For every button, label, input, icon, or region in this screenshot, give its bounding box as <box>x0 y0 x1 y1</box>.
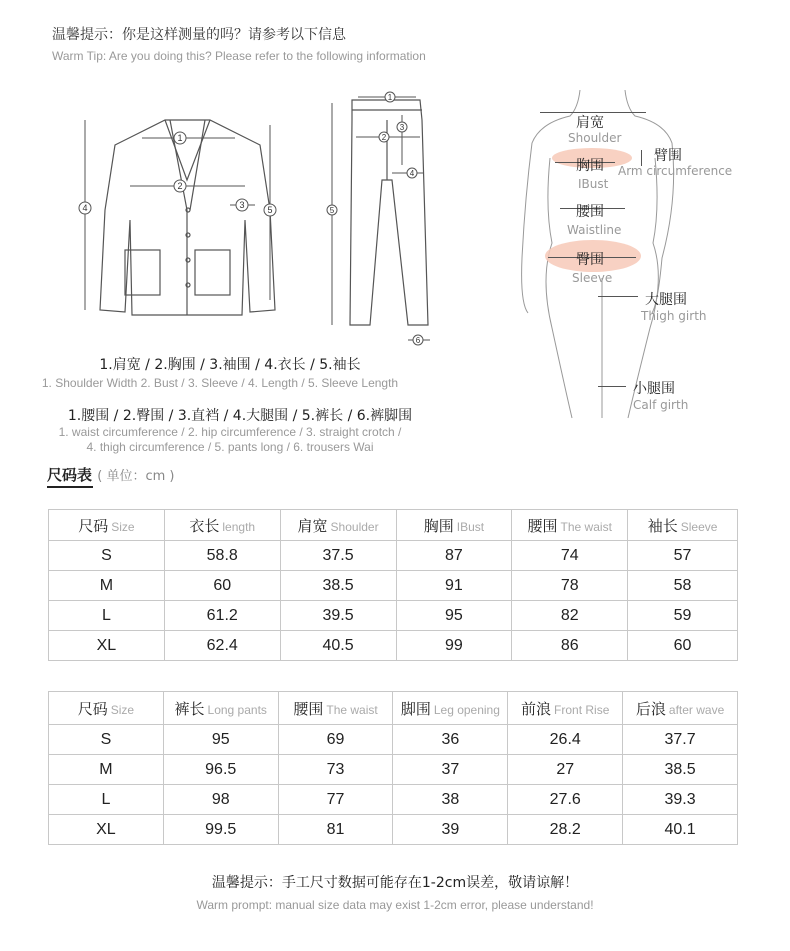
table-cell: 82 <box>512 601 628 631</box>
size-table-heading <box>47 464 174 485</box>
header-waist: 腰围 The waist <box>278 692 393 725</box>
footer-en: Warm prompt: manual size data may exist 1-2cm error, please understand! <box>196 898 594 912</box>
pants-num-1: 1 <box>387 93 393 102</box>
thigh-line <box>598 296 638 297</box>
table-cell: 98 <box>163 785 278 815</box>
tip-cn: 温馨提示：你是这样测量的吗？请参考以下信息 <box>52 27 346 43</box>
table-cell: 95 <box>396 601 512 631</box>
header-leg-opening: 脚围 Leg opening <box>393 692 508 725</box>
diagram-num-2: 2 <box>177 181 183 191</box>
table-cell: L <box>49 601 165 631</box>
table-cell: 74 <box>512 541 628 571</box>
footer-cn: 温馨提示：手工尺寸数据可能存在1-2cm误差，敬请谅解！ <box>211 875 579 891</box>
table-row <box>49 631 738 661</box>
table-cell: 40.1 <box>623 815 738 845</box>
table-cell: 39.3 <box>623 785 738 815</box>
table-cell: 37.7 <box>623 725 738 755</box>
table-cell: 38.5 <box>623 755 738 785</box>
thigh-label-cn: 大腿围 <box>645 292 687 308</box>
body-figure <box>510 88 760 428</box>
diagram-num-3: 3 <box>239 200 245 210</box>
table-cell: 40.5 <box>280 631 396 661</box>
table-cell: 77 <box>278 785 393 815</box>
table-cell: XL <box>49 815 164 845</box>
table-cell: M <box>49 571 165 601</box>
hip-label-cn: 臀围 <box>576 252 604 268</box>
header-length: 衣长 length <box>164 510 280 541</box>
table-cell: 38.5 <box>280 571 396 601</box>
size-table-underline <box>47 486 93 488</box>
table-cell: S <box>49 725 164 755</box>
pants-num-2: 2 <box>381 133 387 142</box>
header-size: 尺码 Size <box>49 692 164 725</box>
calf-label-en: Calf girth <box>633 398 689 412</box>
arm-label-cn: 臂围 <box>654 148 682 164</box>
table-cell: 58.8 <box>164 541 280 571</box>
table-cell: 38 <box>393 785 508 815</box>
waist-label-en: Waistline <box>567 223 622 237</box>
table-cell: 26.4 <box>508 725 623 755</box>
top-size-table <box>48 509 738 661</box>
table-cell: 27 <box>508 755 623 785</box>
shoulder-label-cn: 肩宽 <box>576 115 604 131</box>
shoulder-label-en: Shoulder <box>568 131 622 145</box>
header-bust: 胸围 IBust <box>396 510 512 541</box>
tip-en: Warm Tip: Are you doing this? Please refer to the following information <box>52 49 426 63</box>
diagram-num-1: 1 <box>177 133 183 143</box>
pants-caption-cn: 1.腰围 / 2.臀围 / 3.直裆 / 4.大腿围 / 5.裤长 / 6.裤脚围 <box>67 408 413 424</box>
table-row <box>49 815 738 845</box>
header-sleeve: 袖长 Sleeve <box>628 510 738 541</box>
size-table-title: 尺码表 <box>47 466 93 484</box>
pants-size-table <box>48 691 738 845</box>
bust-label-cn: 胸围 <box>576 158 604 174</box>
calf-line <box>598 386 626 387</box>
table-cell: 60 <box>628 631 738 661</box>
header-pants-length: 裤长 Long pants <box>163 692 278 725</box>
waist-label-cn: 腰围 <box>576 204 604 220</box>
size-table-unit: ( 单位：cm ) <box>97 469 175 484</box>
table-row <box>49 755 738 785</box>
table-cell: 60 <box>164 571 280 601</box>
pants-num-4: 4 <box>409 169 415 178</box>
table-cell: 61.2 <box>164 601 280 631</box>
pants-diagram <box>320 85 440 350</box>
table-cell: 86 <box>512 631 628 661</box>
header-waist: 腰围 The waist <box>512 510 628 541</box>
table-cell: M <box>49 755 164 785</box>
table-cell: 36 <box>393 725 508 755</box>
cardigan-diagram <box>70 100 300 330</box>
table-header-row <box>49 510 738 541</box>
hip-label-en: Sleeve <box>572 271 613 285</box>
top-caption-cn: 1.肩宽 / 2.胸围 / 3.袖围 / 4.衣长 / 5.袖长 <box>99 357 361 373</box>
table-cell: 99 <box>396 631 512 661</box>
table-cell: 59 <box>628 601 738 631</box>
table-cell: 69 <box>278 725 393 755</box>
table-row <box>49 571 738 601</box>
table-row <box>49 601 738 631</box>
table-cell: XL <box>49 631 165 661</box>
table-cell: 58 <box>628 571 738 601</box>
table-cell: 96.5 <box>163 755 278 785</box>
pants-caption-en-2: 4. thigh circumference / 5. pants long / 6. trousers Wai <box>86 440 374 454</box>
table-row <box>49 785 738 815</box>
bust-label-en: IBust <box>578 177 609 191</box>
table-cell: 95 <box>163 725 278 755</box>
table-cell: 37 <box>393 755 508 785</box>
header-front-rise: 前浪 Front Rise <box>508 692 623 725</box>
header-back-rise: 后浪 after wave <box>623 692 738 725</box>
table-cell: 91 <box>396 571 512 601</box>
table-cell: 73 <box>278 755 393 785</box>
pants-num-6: 6 <box>415 336 421 345</box>
table-cell: 78 <box>512 571 628 601</box>
header-size: 尺码 Size <box>49 510 165 541</box>
table-cell: 27.6 <box>508 785 623 815</box>
table-row <box>49 725 738 755</box>
table-cell: L <box>49 785 164 815</box>
arm-label-en: Arm circumference <box>618 164 733 178</box>
thigh-label-en: Thigh girth <box>641 309 707 323</box>
top-caption-en: 1. Shoulder Width 2. Bust / 3. Sleeve / 4. Length / 5. Sleeve Length <box>41 376 399 390</box>
table-cell: 57 <box>628 541 738 571</box>
table-cell: 87 <box>396 541 512 571</box>
table-cell: 37.5 <box>280 541 396 571</box>
header-shoulder: 肩宽 Shoulder <box>280 510 396 541</box>
calf-label-cn: 小腿围 <box>633 381 675 397</box>
pants-num-5: 5 <box>329 206 335 215</box>
table-row <box>49 541 738 571</box>
diagram-num-5: 5 <box>267 205 273 215</box>
pants-num-3: 3 <box>399 123 405 132</box>
table-cell: 39 <box>393 815 508 845</box>
table-cell: 39.5 <box>280 601 396 631</box>
table-header-row <box>49 692 738 725</box>
table-cell: S <box>49 541 165 571</box>
table-cell: 99.5 <box>163 815 278 845</box>
diagram-num-4: 4 <box>82 203 88 213</box>
table-cell: 28.2 <box>508 815 623 845</box>
table-cell: 62.4 <box>164 631 280 661</box>
table-cell: 81 <box>278 815 393 845</box>
pants-caption-en-1: 1. waist circumference / 2. hip circumference / 3. straight crotch / <box>58 425 402 439</box>
